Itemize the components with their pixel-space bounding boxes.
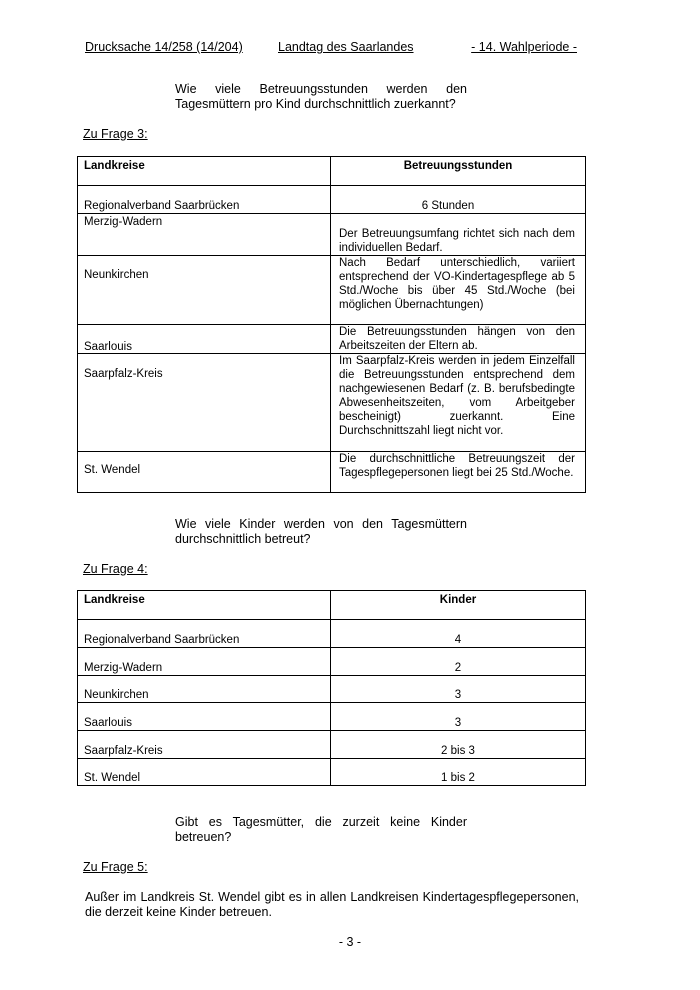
- table-header-row: [78, 591, 586, 620]
- table-row: [78, 325, 586, 354]
- cell-kreis: Neunkirchen: [78, 676, 331, 703]
- cell-kreis: Saarlouis: [78, 325, 331, 354]
- cell-kreis: Regionalverband Saarbrücken: [78, 186, 331, 214]
- cell-value: 6 Stunden: [331, 186, 586, 214]
- cell-value: 4: [331, 620, 586, 648]
- cell-value: Der Betreuungsumfang richtet sich nach dem individuellen Bedarf.: [331, 214, 586, 256]
- table-row: [78, 214, 586, 256]
- cell-kreis: St. Wendel: [78, 452, 331, 493]
- cell-value: 2: [331, 648, 586, 676]
- table-kinder: [77, 590, 586, 786]
- cell-kreis: Saarpfalz-Kreis: [78, 731, 331, 759]
- table-row: [78, 759, 586, 786]
- header-period: - 14. Wahlperiode -: [471, 40, 577, 54]
- table-row: [78, 186, 586, 214]
- table-row: [78, 703, 586, 731]
- cell-kreis: Regionalverband Saarbrücken: [78, 620, 331, 648]
- answer-3-label: Zu Frage 3:: [83, 127, 148, 141]
- cell-value: 1 bis 2: [331, 759, 586, 786]
- header-betreuungsstunden: Betreuungsstunden: [331, 157, 586, 186]
- question-4: Wie viele Kinder werden von den Tagesmüttern durchschnittlich betreut?: [175, 517, 467, 546]
- table-row: [78, 648, 586, 676]
- cell-value: 2 bis 3: [331, 731, 586, 759]
- table-header-row: [78, 157, 586, 186]
- cell-kreis: Saarpfalz-Kreis: [78, 354, 331, 452]
- table-row: [78, 731, 586, 759]
- cell-kreis: Merzig-Wadern: [78, 214, 331, 256]
- cell-value: Im Saarpfalz-Kreis werden in jedem Einzelfall die Betreuungsstunden entsprechend dem nachgewiesenen Bedarf (z. B. berufsbedingte Abwesenheitszeiten, vom Arbeitgeber bescheinigt) zuerkannt. Eine Durchschnittszahl liegt nicht vor.: [331, 354, 586, 452]
- cell-value: Die durchschnittliche Betreuungszeit der Tagespflegepersonen liegt bei 25 Std./Woche.: [331, 452, 586, 493]
- cell-kreis: Saarlouis: [78, 703, 331, 731]
- answer-4-label: Zu Frage 4:: [83, 562, 148, 576]
- header-doc-number: Drucksache 14/258 (14/204): [85, 40, 243, 54]
- cell-value: 3: [331, 676, 586, 703]
- header-kinder: Kinder: [331, 591, 586, 620]
- question-3: Wie viele Betreuungsstunden werden den Tagesmüttern pro Kind durchschnittlich zuerkannt?: [175, 82, 467, 111]
- answer-5-label: Zu Frage 5:: [83, 860, 148, 874]
- page-number: - 3 -: [338, 935, 362, 949]
- cell-value: Nach Bedarf unterschiedlich, variiert entsprechend der VO-Kindertagespflege ab 5 Std./Woche bis über 45 Std./Woche (bei möglichen Übernachtungen): [331, 256, 586, 325]
- cell-value: 3: [331, 703, 586, 731]
- cell-value: Die Betreuungsstunden hängen von den Arbeitszeiten der Eltern ab.: [331, 325, 586, 354]
- table-row: [78, 676, 586, 703]
- table-betreuungsstunden: [77, 156, 586, 493]
- cell-kreis: Neunkirchen: [78, 256, 331, 325]
- question-5: Gibt es Tagesmütter, die zurzeit keine Kinder betreuen?: [175, 815, 467, 844]
- header-parliament: Landtag des Saarlandes: [278, 40, 414, 54]
- table-row: [78, 620, 586, 648]
- table-row: [78, 452, 586, 493]
- cell-kreis: St. Wendel: [78, 759, 331, 786]
- table-row: [78, 354, 586, 452]
- cell-kreis: Merzig-Wadern: [78, 648, 331, 676]
- answer-5-text: Außer im Landkreis St. Wendel gibt es in allen Landkreisen Kindertagespflegepersonen, die derzeit keine Kinder betreuen.: [85, 890, 579, 919]
- header-landkreise: Landkreise: [78, 591, 331, 620]
- header-landkreise: Landkreise: [78, 157, 331, 186]
- table-row: [78, 256, 586, 325]
